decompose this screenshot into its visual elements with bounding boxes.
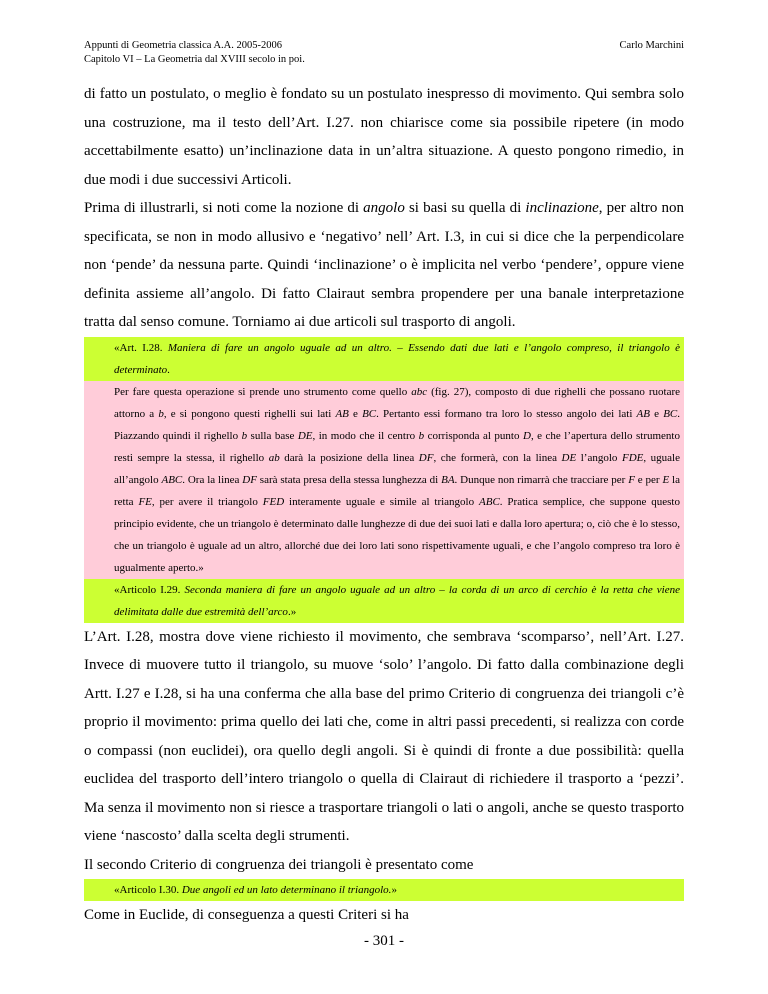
art128-body-run: . Dunque non rimarrà che tracciare per xyxy=(454,473,629,486)
art128-body-text xyxy=(114,381,680,579)
art128-body-symbol: ABC xyxy=(161,473,183,486)
header-course-title: Appunti di Geometria classica A.A. 2005-2006 xyxy=(84,40,283,51)
header-left xyxy=(84,39,305,67)
art128-body-run: , in modo che il centro xyxy=(312,429,419,442)
art128-lead: «Art. I.28. xyxy=(114,341,168,354)
header-author: Carlo Marchini xyxy=(619,40,684,51)
art128-body-run: , e si pongono questi righelli sui lati xyxy=(163,407,336,420)
quote-art-1-29 xyxy=(84,579,684,623)
art128-body-symbol: ABC xyxy=(479,495,500,508)
page-number: - 301 - xyxy=(364,933,404,949)
quote-art-1-28-heading xyxy=(84,337,684,381)
art128-body-symbol: b xyxy=(241,429,248,442)
art128-body-run: e xyxy=(650,407,664,420)
art128-body-symbol: ab xyxy=(268,451,280,464)
art128-body-symbol: FED xyxy=(262,495,285,508)
art128-body-symbol: b xyxy=(418,429,425,442)
art130-end: » xyxy=(391,884,397,896)
paragraph-movement: L’Art. I.28, mostra dove viene richiesto il movimento, che sembrava ‘scomparso’, nell’Art. I.27. Invece di muovere tutto il triangolo, su muove ‘solo’ l’angolo. Di fatto dalla combinazione degli Artt. I.27 e I.28, si ha una conferma che alla base del primo Criterio di congruenza dei triangoli c’è proprio il movimento: prima quello dei lati che, come in altri passi precedenti, si realizza con corde o compassi (non euclidei), ora quello degli angoli. Si è quindi di fronte a due possibilità: quella euclidea del trasporto dell’intero triangolo o quella di Clairaut di richiedere il trasporto a ‘pezzi’. Ma senza il movimento non si riesce a trasportare triangoli o lati o angoli, anche se questo trasporto viene ‘nascosto’ dalla scelta degli strumenti. xyxy=(84,628,684,844)
art129-end: .» xyxy=(287,605,297,618)
art128-body-symbol: DE xyxy=(297,429,313,442)
page-content xyxy=(84,80,684,930)
art129-title: Seconda maniera di fare un angolo uguale ad un altro – la corda di un arco di cerchio è la retta che viene delimitata dalle due estremità dell’arco xyxy=(114,583,680,618)
art128-body-symbol: AB xyxy=(636,407,650,420)
art128-body-run: . Pertanto essi formano tra loro lo stesso angolo dei lati xyxy=(376,407,637,420)
art128-end: . xyxy=(167,363,170,376)
art128-body-run: darà la posizione della linea xyxy=(279,451,419,464)
p2-text-3: , per altro non specificata, se non in modo allusivo e ‘negativo’ nell’ Art. I.3, in cui si dice che la perpendicolare non ‘pende’ da nessuna parte. Quindi ‘inclinazione’ o è implicita nel verbo ‘pendere’, oppure viene definita assieme all’angolo. Di fatto Clairaut sembra propendere per una banale interpretazione tratta dal senso comune. Torniamo ai due articoli sul trasporto di angoli. xyxy=(84,200,684,330)
art128-body-symbol: BA xyxy=(441,473,455,486)
art128-body-run: , uguale all’angolo xyxy=(114,451,680,486)
paragraph-euclid: Come in Euclide, di conseguenza a questi Criteri si ha xyxy=(84,907,409,923)
art128-body-symbol: DF xyxy=(242,473,257,486)
art128-body-run: , per avere il triangolo xyxy=(151,495,263,508)
art128-body-symbol: abc xyxy=(411,385,428,398)
art128-body-symbol: D xyxy=(522,429,531,442)
quote-art-1-28-body xyxy=(84,381,684,579)
art128-body-run: Per fare questa operazione si prende uno strumento come quello xyxy=(114,385,412,398)
paragraph-second-criterion: Il secondo Criterio di congruenza dei triangoli è presentato come xyxy=(84,856,474,873)
art128-title: Maniera di fare un angolo uguale ad un altro. – Essendo dati due lati e l’angolo compreso, il triangolo è determinato xyxy=(114,341,680,376)
art128-body-symbol: BC xyxy=(362,407,377,420)
p2-text-2: si basi su quella di xyxy=(404,200,526,216)
art128-body-run: . Pratica semplice, che suppone questo principio evidente, che un triangolo è determinato dalle lunghezze di due dei suoi lati e dalla loro apertura; o, ciò che è lo stesso, che un triangolo è uguale ad un altro, allorché due dei loro lati sono rispettivamente uguali, e che l’angolo compreso tra loro è ugualmente aperto.» xyxy=(114,495,680,574)
art128-body-run: l’angolo xyxy=(576,451,622,464)
header-chapter-title: Capitolo VI – La Geometria dal XVIII secolo in poi. xyxy=(84,54,305,65)
p2-term-inclinazione: inclinazione xyxy=(525,200,599,216)
art128-body-run: sarà stata presa della stessa lunghezza di xyxy=(256,473,442,486)
art128-body-run: . Piazzando quindi il righello xyxy=(114,407,680,442)
art128-body-run: , e che l’apertura dello strumento resti sempre la stessa, il righello xyxy=(114,429,680,464)
art128-body-symbol: FDE xyxy=(621,451,644,464)
art128-body-symbol: DF xyxy=(418,451,434,464)
art128-body-run: corrisponda al punto xyxy=(424,429,523,442)
art128-body-symbol: AB xyxy=(335,407,349,420)
art128-body-run: e xyxy=(348,407,363,420)
art128-body-run: la retta xyxy=(114,473,680,508)
p2-term-angolo: angolo xyxy=(363,200,405,216)
art129-lead: «Articolo I.29. xyxy=(114,583,185,596)
art130-title: Due angoli ed un lato determinano il triangolo. xyxy=(181,884,392,896)
art128-body-run: . Ora la linea xyxy=(182,473,243,486)
paragraph-angle-notion xyxy=(84,194,684,337)
p2-text-1: Prima di illustrarli, si noti come la nozione di xyxy=(84,200,364,216)
quote-art-1-30 xyxy=(84,879,684,901)
art128-body-run: interamente uguale e simile al triangolo xyxy=(284,495,479,508)
paragraph-continuation: di fatto un postulato, o meglio è fondato su un postulato inespresso di movimento. Qui sembra solo una costruzione, ma il testo dell’Art. I.27. non chiarisce come sia possibile ripetere (in modo accettabilmente esatto) un’inclinazione data in un’altra situazione. A questo pongono rimedio, in due modi i due successivi Articoli. xyxy=(84,86,684,188)
art128-body-run: e per xyxy=(634,473,663,486)
art128-body-symbol: E xyxy=(662,473,670,486)
art128-body-symbol: b xyxy=(158,407,164,420)
art128-body-run: sulla base xyxy=(247,429,298,442)
art128-body-run: , che formerà, con la linea xyxy=(433,451,562,464)
art128-body-run: (fig. 27), composto di due righelli che possano ruotare attorno a xyxy=(114,385,680,420)
art128-body-symbol: FE xyxy=(138,495,152,508)
art128-body-symbol: F xyxy=(628,473,635,486)
art128-body-symbol: BC xyxy=(663,407,678,420)
art130-lead: «Articolo I.30. xyxy=(114,884,182,896)
art128-body-symbol: DE xyxy=(561,451,577,464)
